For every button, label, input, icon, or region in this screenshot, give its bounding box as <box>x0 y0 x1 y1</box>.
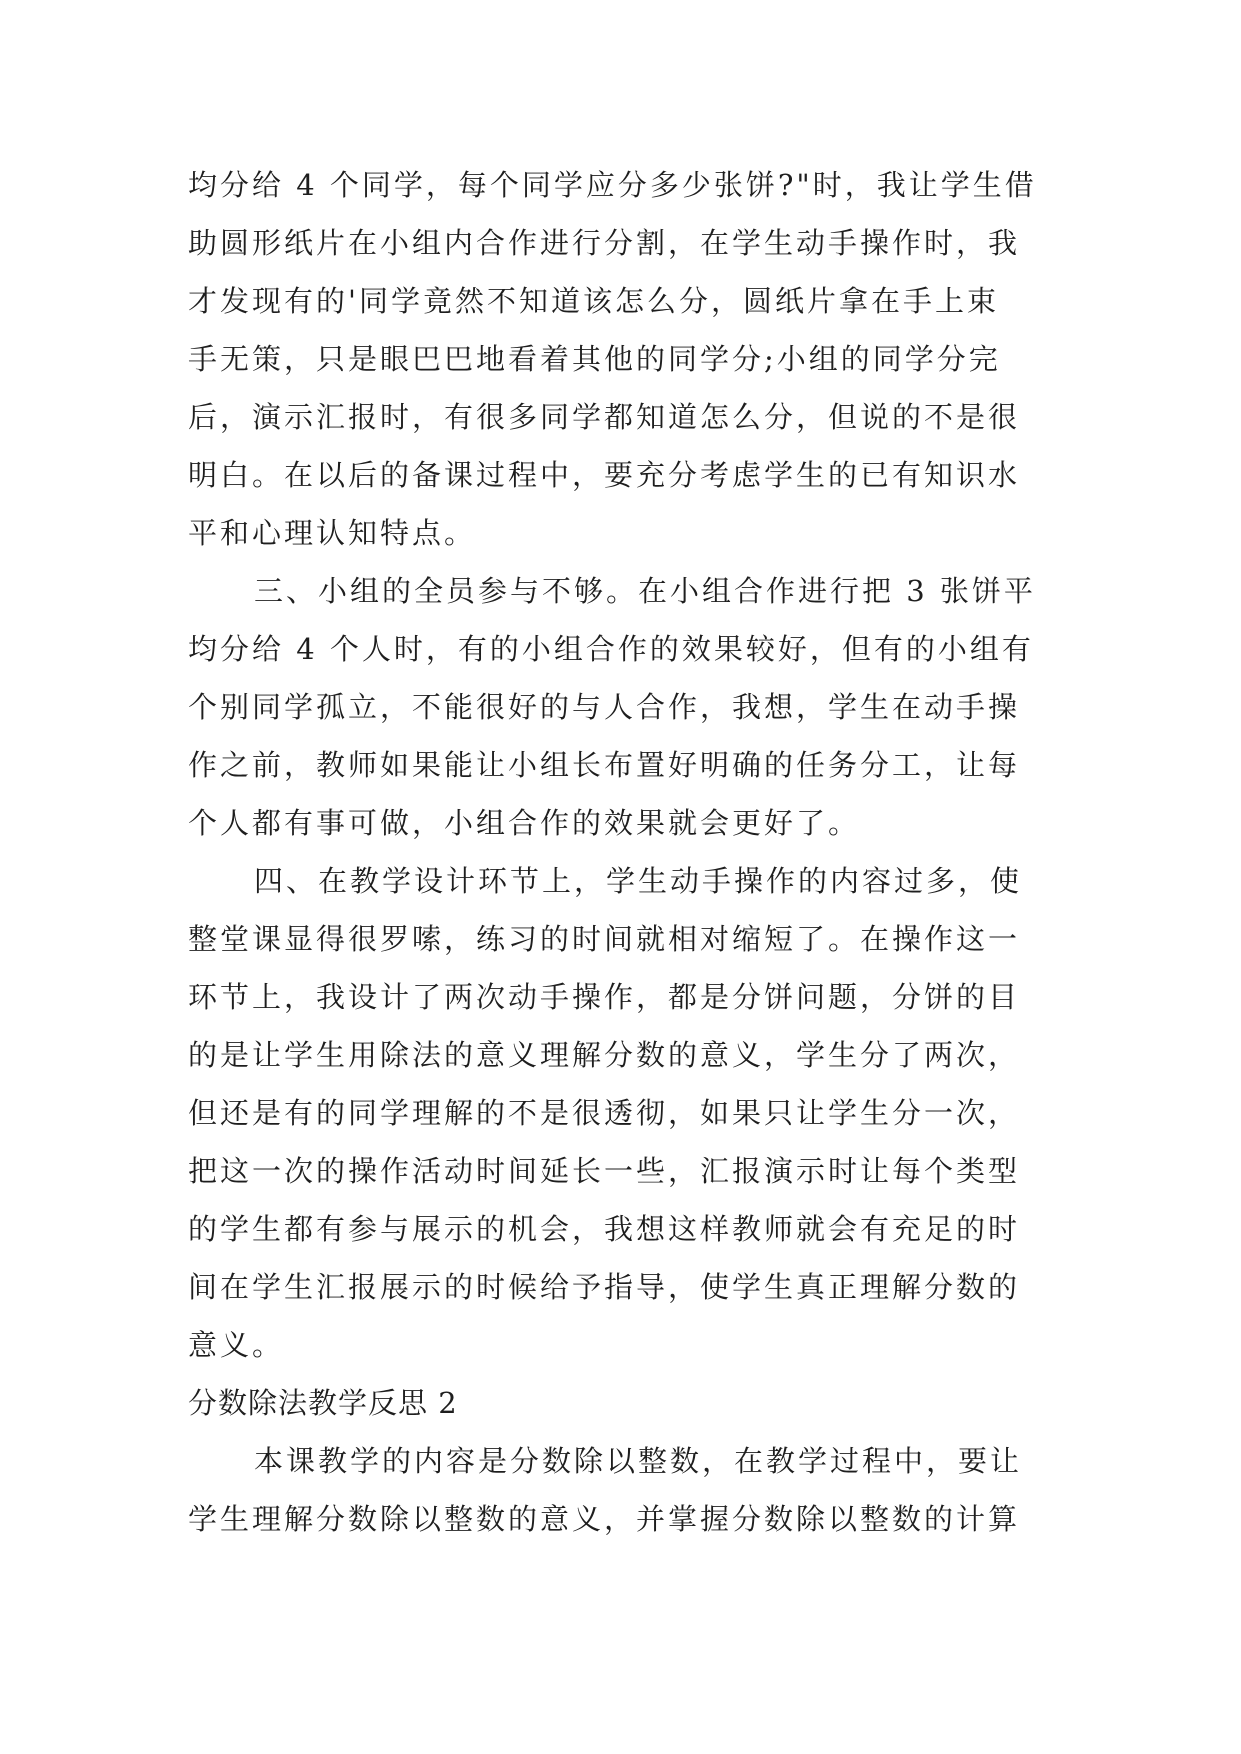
text-line: 作之前，教师如果能让小组长布置好明确的任务分工，让每 <box>188 748 1021 782</box>
text-line: 个人都有事可做，小组合作的效果就会更好了。 <box>188 806 861 840</box>
text-line: 平和心理认知特点。 <box>188 516 477 550</box>
section-heading: 分数除法教学反思 2 <box>188 1386 458 1420</box>
text-line: 环节上，我设计了两次动手操作，都是分饼问题，分饼的目 <box>188 980 1021 1014</box>
paragraph-start-line: 四、在教学设计环节上，学生动手操作的内容过多，使 <box>254 864 1023 898</box>
text-line: 手无策，只是眼巴巴地看着其他的同学分;小组的同学分完 <box>188 342 1001 376</box>
text-line: 的学生都有参与展示的机会，我想这样教师就会有充足的时 <box>188 1212 1021 1246</box>
paragraph-start-line: 三、小组的全员参与不够。在小组合作进行把 3 张饼平 <box>254 574 1036 608</box>
text-line: 间在学生汇报展示的时候给予指导，使学生真正理解分数的 <box>188 1270 1021 1304</box>
text-line: 整堂课显得很罗嗦，练习的时间就相对缩短了。在操作这一 <box>188 922 1021 956</box>
text-line: 把这一次的操作活动时间延长一些，汇报演示时让每个类型 <box>188 1154 1021 1188</box>
text-line: 明白。在以后的备课过程中，要充分考虑学生的已有知识水 <box>188 458 1021 492</box>
text-line: 意义。 <box>188 1328 285 1362</box>
text-line: 均分给 4 个同学，每个同学应分多少张饼?"时，我让学生借 <box>188 168 1037 202</box>
text-line: 才发现有的'同学竟然不知道该怎么分，圆纸片拿在手上束 <box>188 284 999 318</box>
text-line: 均分给 4 个人时，有的小组合作的效果较好，但有的小组有 <box>188 632 1034 666</box>
text-line: 但还是有的同学理解的不是很透彻，如果只让学生分一次， <box>188 1096 1021 1130</box>
text-line: 的是让学生用除法的意义理解分数的意义，学生分了两次， <box>188 1038 1021 1072</box>
paragraph-start-line: 本课教学的内容是分数除以整数，在教学过程中，要让 <box>254 1444 1023 1478</box>
text-line: 助圆形纸片在小组内合作进行分割，在学生动手操作时，我 <box>188 226 1021 260</box>
text-line: 学生理解分数除以整数的意义，并掌握分数除以整数的计算 <box>188 1502 1021 1536</box>
text-line: 后，演示汇报时，有很多同学都知道怎么分，但说的不是很 <box>188 400 1021 434</box>
text-line: 个别同学孤立，不能很好的与人合作，我想，学生在动手操 <box>188 690 1021 724</box>
